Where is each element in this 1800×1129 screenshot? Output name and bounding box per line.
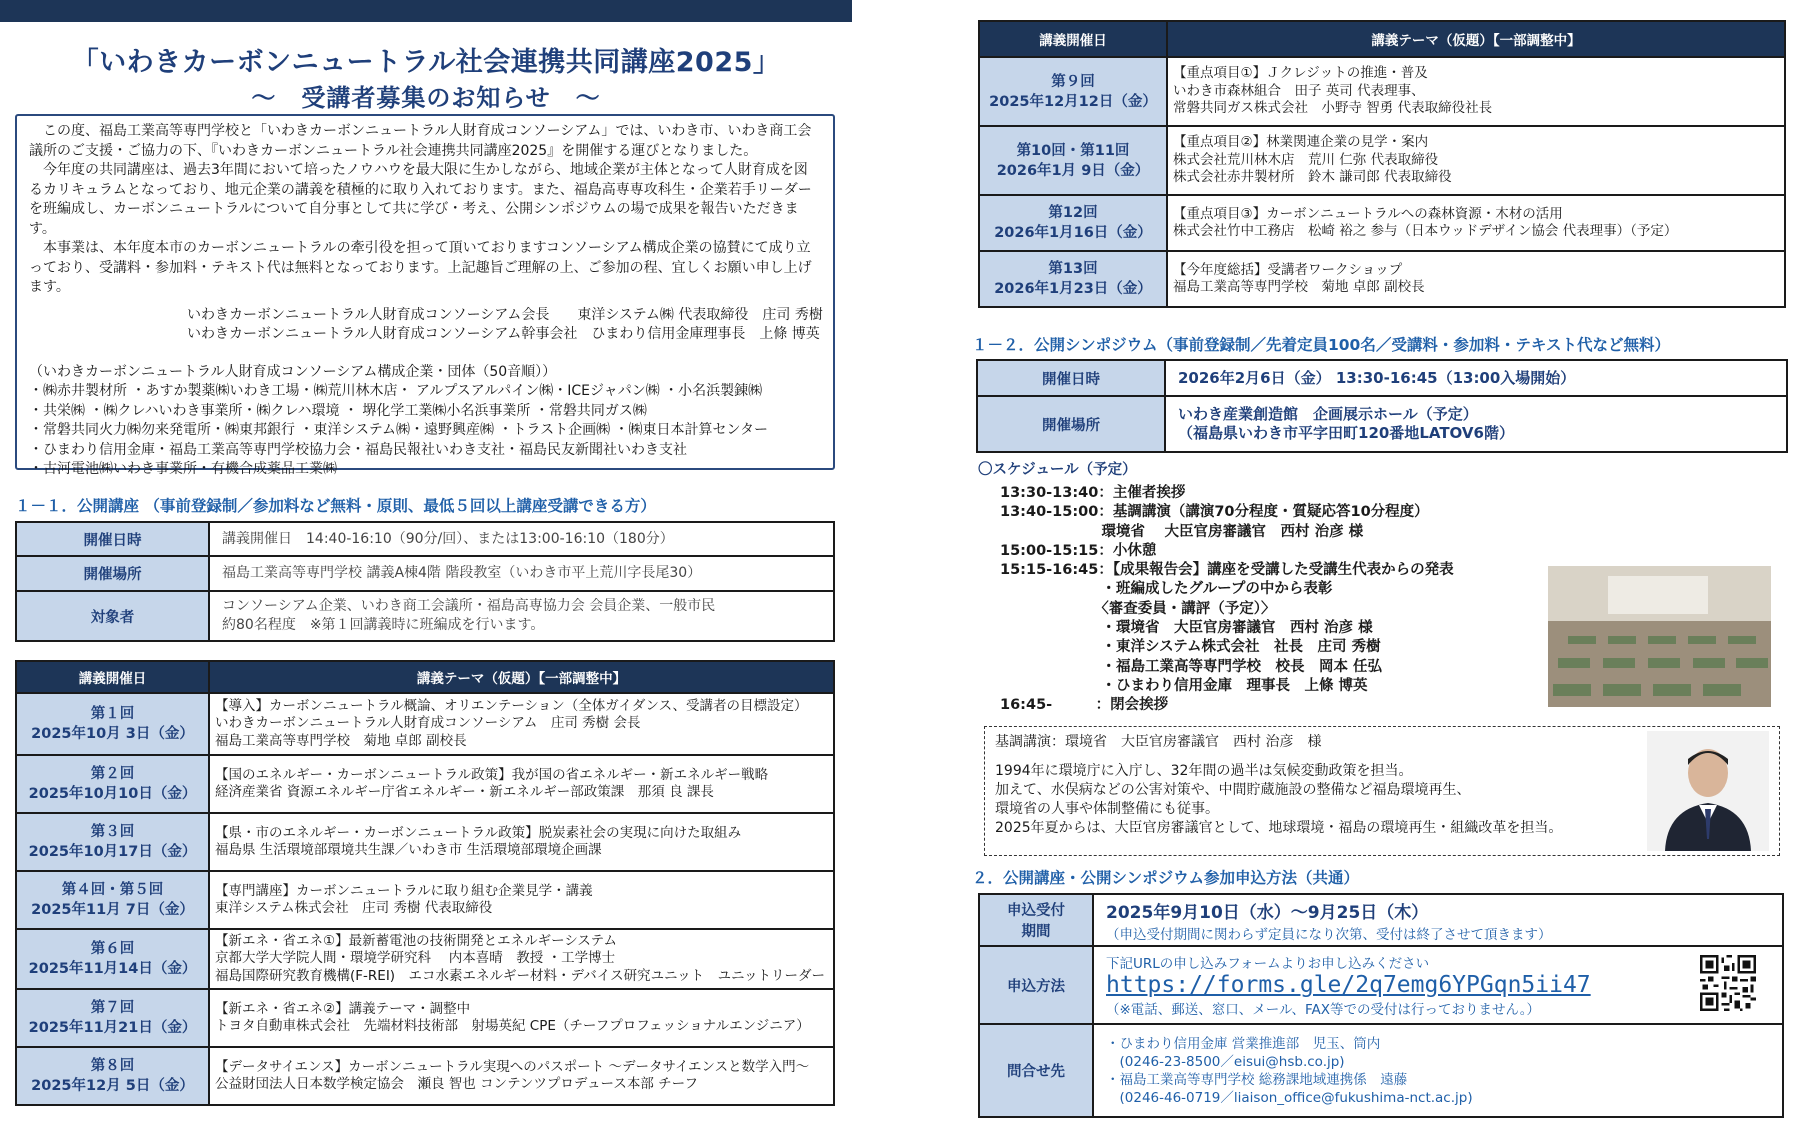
- contact-line: ・福島工業高等専門学校 総務課地域連携係 遠藤: [1106, 1071, 1408, 1088]
- contact-line: ・ひまわり信用金庫 営業推進部 児玉、筒内: [1106, 1035, 1381, 1052]
- session-number: 第７回: [90, 1000, 135, 1016]
- keynote-line: 1994年に環境庁に入庁し、32年間の過半は気候変動政策を担当。: [995, 763, 1413, 779]
- table-row: [979, 126, 1785, 195]
- session-cell: [979, 126, 1167, 195]
- table-row: [16, 929, 834, 989]
- topic-line: 福島工業高等専門学校 菊地 卓郎 副校長: [1173, 279, 1425, 295]
- table-row: [16, 693, 834, 755]
- topic-line: 【データサイエンス】カーボンニュートラル実現へのパスポート ～データサイエンスと数学入門～: [215, 1058, 810, 1075]
- schedule-item: ・福島工業高等専門学校 校長 岡本 任弘: [1000, 658, 1383, 675]
- column-header-theme: 講義テーマ（仮題）【一部調整中】: [1167, 21, 1785, 57]
- topic-cell: [209, 871, 834, 929]
- application-period: 2025年9月10日（水）～9月25日（木）: [1106, 902, 1429, 923]
- topic-line: 【新エネ・省エネ②】講義テーマ・調整中: [215, 1000, 471, 1017]
- top-banner: [0, 0, 852, 22]
- topic-line: トヨタ自動車株式会社 先端材料技術部 射場英紀 CPE（チーフプロフェッショナルエンジニア）: [215, 1018, 810, 1034]
- table-row: [16, 556, 834, 591]
- table-row: [979, 57, 1785, 126]
- row-value: 講義開催日 14:40-16:10（90分/回）、または13:00-16:10（180分）: [209, 522, 834, 556]
- session-cell: [16, 813, 209, 871]
- topic-line: 常磐共同ガス株式会社 小野寺 智勇 代表取締役社長: [1173, 100, 1493, 117]
- session-date: 2025年11月21日（金）: [28, 1020, 197, 1036]
- section-heading-open-lecture: １－１．公開講座 （事前登録制／参加料など無料・原則、最低５回以上講座受講できる方）: [15, 497, 656, 515]
- session-cell: [979, 195, 1167, 251]
- table-row: [16, 591, 834, 641]
- session-number: 第９回: [1051, 73, 1095, 90]
- row-value: [1093, 1024, 1783, 1117]
- application-period-note: （申込受付期間に関わらず定員になり次第、受付は終了させて頂きます）: [1106, 926, 1552, 943]
- qr-code[interactable]: [1700, 955, 1756, 1011]
- schedule-item: ・班編成したグループの中から表彰: [1000, 581, 1333, 598]
- table-row: [977, 396, 1787, 452]
- session-date: 2025年10月10日（金）: [28, 786, 197, 802]
- topic-cell: [1167, 57, 1785, 126]
- member-line: ・共栄㈱ ・㈱クレハいわき事業所・㈱クレハ環境 ・ 堺化学工業㈱小名浜事業所 ・常磐共同ガス㈱: [29, 402, 647, 419]
- row-label: 開催日時: [16, 522, 209, 556]
- row-value: 2026年2月6日（金） 13:30-16:45（13:00入場開始）: [1165, 360, 1787, 396]
- signature-line: いわきカーボンニュートラル人財育成コンソーシアム幹事会社 ひまわり信用金庫理事長 上條 博英: [187, 326, 820, 342]
- session-number: 第13回: [1048, 261, 1098, 277]
- table-row: [16, 813, 834, 871]
- table-row: [979, 251, 1785, 307]
- session-cell: [16, 871, 209, 929]
- signature-block: [29, 306, 821, 345]
- schedule-item: ・東洋システム株式会社 社長 庄司 秀樹: [1000, 639, 1381, 656]
- page-subtitle: 〜 受講者募集のお知らせ 〜: [251, 84, 601, 112]
- topic-cell: [1167, 195, 1785, 251]
- session-date: 2025年12月 5日（金）: [31, 1078, 194, 1094]
- schedule-item: 環境省 大臣官房審議官 西村 治彦 様: [1000, 523, 1364, 540]
- member-line: ・ひまわり信用金庫・福島工業高等専門学校協力会・福島民報社いわき支社・福島民友新聞社いわき支社: [29, 441, 687, 458]
- row-label: 対象者: [16, 591, 209, 641]
- session-number: 第３回: [90, 824, 135, 840]
- topic-cell: [209, 929, 834, 989]
- schedule-item: 13:40-15:00：基調講演（講演70分程度・質疑応答10分程度）: [1000, 504, 1429, 521]
- column-header-date: 講義開催日: [16, 661, 209, 693]
- session-date: 2026年1月 9日（金）: [996, 162, 1150, 179]
- schedule-heading: 〇スケジュール（予定）: [978, 462, 1137, 478]
- topic-line: 福島県 生活環境部環境共生課／いわき市 生活環境部環境企画課: [215, 842, 602, 858]
- row-label: 申込方法: [979, 946, 1093, 1024]
- session-cell: [16, 1047, 209, 1105]
- application-method-intro: 下記URLの申し込みフォームよりお申し込みください: [1106, 956, 1430, 972]
- session-date: 2025年10月 3日（金）: [31, 726, 194, 742]
- table-header-row: [979, 21, 1785, 57]
- topic-line: 【国のエネルギー・カーボンニュートラル政策】我が国の省エネルギー・新エネルギー戦略: [215, 766, 769, 783]
- session-cell: [16, 693, 209, 755]
- section-heading-symposium: １－２．公開シンポジウム（事前登録制／先着定員100名／受講料・参加料・テキスト代など無料）: [972, 336, 1671, 354]
- session-date: 2026年1月16日（金）: [994, 225, 1152, 241]
- topic-line: いわき市森林組合 田子 英司 代表理事、: [1173, 82, 1425, 99]
- row-label: [979, 894, 1093, 946]
- topic-cell: [209, 989, 834, 1047]
- session-number: 第10回・第11回: [1016, 142, 1130, 159]
- topic-line: いわきカーボンニュートラル人財育成コンソーシアム 庄司 秀樹 会長: [215, 715, 641, 732]
- speaker-portrait: [1647, 731, 1769, 851]
- session-number: 第12回: [1048, 205, 1098, 221]
- topic-line: 【新エネ・省エネ①】最新蓄電池の技術開発とエネルギーシステム: [215, 932, 617, 949]
- topic-cell: [209, 755, 834, 813]
- schedule-item: 13:30-13:40：主催者挨拶: [1000, 485, 1186, 501]
- application-method-note: （※電話、郵送、窓口、メール、FAX等での受付は行っておりません。）: [1106, 1002, 1541, 1018]
- schedule-item: ・環境省 大臣官房審議官 西村 治彦 様: [1000, 620, 1373, 637]
- contact-line: (0246-23-8500／eisui@hsb.co.jp): [1106, 1053, 1345, 1070]
- session-cell: [16, 755, 209, 813]
- schedule-item: 15:00-15:15：小休憩: [1000, 542, 1157, 559]
- intro-paragraph: 今年度の共同講座は、過去3年間において培ったノウハウを最大限に生かしながら、地域企業が主体となって人財育成を図るカリキュラムとなっており、地元企業の講義を積極的に取り入れております。また、福島高専専攻科生・企業若手リーダーを班編成し、カーボンニュートラルについて自分事として共に学び・考え、公開シンポジウムの場で成果を報告いただきます。: [29, 162, 812, 237]
- session-cell: [979, 251, 1167, 307]
- intro-box: [15, 114, 835, 477]
- row-value: [1093, 894, 1783, 946]
- row-label: 開催日時: [977, 360, 1165, 396]
- row-value: [1165, 396, 1787, 452]
- topic-line: 【重点項目①】Ｊクレジットの推進・普及: [1173, 65, 1428, 82]
- table-row: [977, 360, 1787, 396]
- row-label-line: 期間: [1021, 924, 1051, 940]
- row-label-line: 申込受付: [1007, 903, 1065, 919]
- row-value-line: コンソーシアム企業、いわき商工会議所・福島高専協力会 会員企業、一般市民: [222, 598, 716, 614]
- keynote-line: 2025年夏からは、大臣官房審議官として、地球環境・福島の環境再生・組織改革を担当。: [995, 820, 1563, 836]
- keynote-line: 加えて、水俣病などの公害対策や、中間貯蔵施設の整備など福島環境再生、: [995, 782, 1471, 798]
- session-date: 2026年1月23日（金）: [994, 281, 1152, 297]
- row-value: [209, 591, 834, 641]
- column-header-date: 講義開催日: [979, 21, 1167, 57]
- topic-cell: [1167, 251, 1785, 307]
- session-number: 第６回: [90, 941, 135, 957]
- member-line: ・㈱赤井製材所 ・あすか製薬㈱いわき工場・㈱荒川林木店・ アルプスアルパイン㈱・ICEジャパン㈱ ・小名浜製錬㈱: [29, 383, 763, 399]
- topic-line: 株式会社赤井製材所 鈴木 謙司郎 代表取締役: [1173, 169, 1452, 186]
- application-table: [978, 893, 1784, 1118]
- session-date: 2025年11月14日（金）: [28, 961, 197, 977]
- row-value: 福島工業高等専門学校 講義A棟4階 階段教室（いわき市平上荒川字長尾30）: [209, 556, 834, 591]
- application-form-link[interactable]: https://forms.gle/2q7emg6YPGqn5ii47: [1106, 972, 1591, 998]
- member-list: [29, 363, 821, 480]
- table-row: [979, 195, 1785, 251]
- venue-address: （福島県いわき市平字田町120番地LATOV6階）: [1178, 424, 1514, 442]
- lecture-schedule-table-left: [15, 660, 835, 1106]
- keynote-line: 環境省の人事や体制整備にも従事。: [995, 801, 1219, 817]
- session-cell: [979, 57, 1167, 126]
- table-row: [979, 1024, 1783, 1117]
- topic-line: 【今年度総括】受講者ワークショップ: [1173, 261, 1403, 278]
- topic-line: 株式会社荒川林木店 荒川 仁弥 代表取締役: [1173, 151, 1439, 168]
- topic-cell: [209, 693, 834, 755]
- venue-hall-photo: [1548, 566, 1771, 707]
- venue-name: いわき産業創造館 企画展示ホール（予定）: [1178, 405, 1478, 423]
- session-cell: [16, 989, 209, 1047]
- page-title: 「いわきカーボンニュートラル社会連携共同講座2025」: [71, 47, 781, 78]
- table-row: [979, 946, 1783, 1024]
- session-number: 第４回・第５回: [61, 882, 164, 898]
- column-header-theme: 講義テーマ（仮題）【一部調整中】: [209, 661, 834, 693]
- topic-line: 京都大学大学院人間・環境学研究科 内本喜晴 教授 ・工学博士: [215, 950, 616, 967]
- schedule-item: 16:45- ：閉会挨拶: [1000, 697, 1169, 714]
- table-row: [16, 871, 834, 929]
- topic-cell: [209, 1047, 834, 1105]
- member-line: ・古河電池㈱いわき事業所・有機合成薬品工業㈱: [29, 461, 337, 477]
- topic-line: 公益財団法人日本数学検定協会 瀬良 智也 コンテンツプロデュース本部 チーフ: [215, 1076, 698, 1092]
- topic-line: 経済産業省 資源エネルギー庁省エネルギー・新エネルギー部政策課 那須 良 課長: [215, 784, 714, 800]
- keynote-title: 基調講演：環境省 大臣官房審議官 西村 治彦 様: [995, 734, 1322, 750]
- topic-line: 福島工業高等専門学校 菊地 卓郎 副校長: [215, 732, 467, 749]
- table-row: [16, 522, 834, 556]
- table-row: [16, 989, 834, 1047]
- session-number: 第２回: [90, 766, 135, 782]
- open-lecture-info-table: [15, 521, 835, 642]
- topic-cell: [209, 813, 834, 871]
- topic-line: 【専門講座】カーボンニュートラルに取り組む企業見学・講義: [215, 882, 593, 899]
- row-value: [1093, 946, 1783, 1024]
- schedule-item: 〈審査委員・講評（予定）〉: [1000, 600, 1276, 617]
- topic-line: 【県・市のエネルギー・カーボンニュートラル政策】脱炭素社会の実現に向けた取組み: [215, 824, 742, 841]
- session-date: 2025年12月12日（金）: [989, 93, 1157, 110]
- intro-paragraph: 本事業は、本年度本市のカーボンニュートラルの牽引役を担って頂いておりますコンソーシアム構成企業の協賛にて成り立っており、受講料・参加料・テキスト代は無料となっております。上記趣旨ご理解の上、ご参加の程、宜しくお願い申し上げます。: [29, 240, 812, 295]
- row-label: 開催場所: [16, 556, 209, 591]
- intro-paragraph: この度、福島工業高等専門学校と「いわきカーボンニュートラル人財育成コンソーシアム」では、いわき市、いわき商工会議所のご支援・ご協力の下、『いわきカーボンニュートラル社会連携共同講座2025』を開催する運びとなりました。: [29, 123, 812, 159]
- member-line: ・常磐共同火力㈱勿来発電所・㈱東邦銀行 ・東洋システム㈱・遠野興産㈱ ・トラスト企画㈱ ・㈱東日本計算センター: [29, 422, 768, 438]
- table-row: [979, 894, 1783, 946]
- topic-line: 【重点項目③】カーボンニュートラルへの森林資源・木材の活用: [1173, 205, 1563, 222]
- session-date: 2025年10月17日（金）: [28, 844, 197, 860]
- topic-line: 【導入】カーボンニュートラル概論、オリエンテーション（全体ガイダンス、受講者の目標設定）: [215, 697, 808, 714]
- row-label: 問合せ先: [979, 1024, 1093, 1117]
- table-header-row: [16, 661, 834, 693]
- topic-line: 東洋システム株式会社 庄司 秀樹 代表取締役: [215, 900, 493, 916]
- row-label: 開催場所: [977, 396, 1165, 452]
- schedule-list: [1000, 484, 1454, 716]
- symposium-info-table: [976, 359, 1788, 453]
- session-date: 2025年11月 7日（金）: [31, 902, 194, 918]
- contact-line: (0246-46-0719／liaison_office@fukushima-nct.ac.jp): [1106, 1089, 1473, 1106]
- session-cell: [16, 929, 209, 989]
- topic-line: 【重点項目②】林業関連企業の見学・案内: [1173, 134, 1429, 151]
- signature-line: いわきカーボンニュートラル人財育成コンソーシアム会長 東洋システム㈱ 代表取締役 庄司 秀樹: [187, 306, 823, 323]
- table-row: [16, 755, 834, 813]
- row-value-line: 約80名程度 ※第１回講義時に班編成を行います。: [222, 617, 545, 633]
- member-list-title: （いわきカーボンニュートラル人財育成コンソーシアム構成企業・団体（50音順））: [29, 363, 557, 380]
- session-number: 第８回: [90, 1058, 135, 1074]
- section-heading-application: ２．公開講座・公開シンポジウム参加申込方法（共通）: [972, 869, 1359, 887]
- schedule-item: 15:15-16:45：【成果報告会】講座を受講した受講生代表からの発表: [1000, 562, 1454, 579]
- topic-cell: [1167, 126, 1785, 195]
- topic-line: 株式会社竹中工務店 松崎 裕之 参与（日本ウッドデザイン協会 代表理事）（予定）: [1173, 223, 1678, 239]
- lecture-schedule-table-right: [978, 20, 1786, 308]
- table-row: [16, 1047, 834, 1105]
- topic-line: 福島国際研究教育機構(F-REI) エコ水素エネルギー材料・デバイス研究ユニット ユニットリーダー: [215, 967, 826, 984]
- schedule-item: ・ひまわり信用金庫 理事長 上條 博英: [1000, 677, 1368, 694]
- session-number: 第１回: [90, 706, 135, 722]
